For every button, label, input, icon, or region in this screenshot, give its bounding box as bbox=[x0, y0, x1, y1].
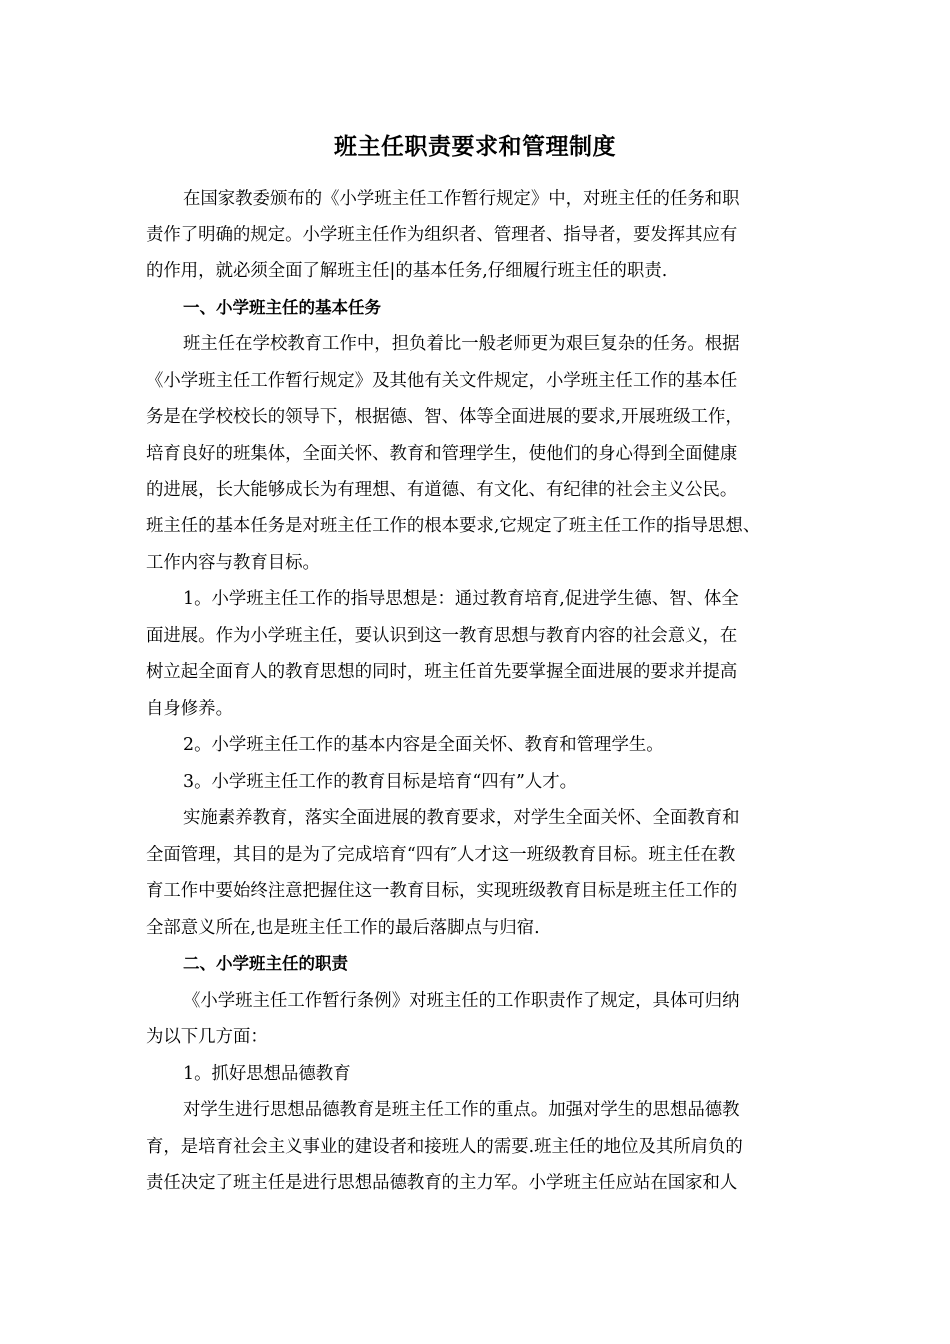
paragraph-line: 树立起全面育人的教育思想的同时，班主任首先要掌握全面进展的要求并提高 bbox=[146, 662, 738, 682]
paragraph-line: 为以下几方面： bbox=[146, 1027, 268, 1047]
paragraph-line: 班主任在学校教育工作中，担负着比一般老师更为艰巨复杂的任务。根据 bbox=[183, 334, 740, 354]
paragraph-line: 全部意义所在,也是班主任工作的最后落脚点与归宿. bbox=[146, 918, 540, 938]
paragraph-line: 面进展。作为小学班主任，要认识到这一教育思想与教育内容的社会意义，在 bbox=[146, 626, 738, 646]
paragraph-line: 3。小学班主任工作的教育目标是培育“四有”人才。 bbox=[183, 772, 578, 792]
paragraph-line: 的作用，就必须全面了解班主任|的基本任务,仔细履行班主任的职责. bbox=[146, 261, 668, 281]
paragraph-line: 自身修养。 bbox=[146, 699, 233, 719]
paragraph-line: 育工作中要始终注意把握住这一教育目标，实现班级教育目标是班主任工作的 bbox=[146, 881, 738, 901]
paragraph-line: 1。小学班主任工作的指导思想是：通过教育培育,促进学生德、智、体全 bbox=[183, 589, 739, 609]
paragraph-line: 在国家教委颁布的《小学班主任工作暂行规定》中，对班主任的任务和职 bbox=[183, 189, 740, 209]
paragraph-line: 工作内容与教育目标。 bbox=[146, 553, 320, 573]
paragraph-line: 培育良好的班集体，全面关怀、教育和管理学生，使他们的身心得到全面健康 bbox=[146, 444, 738, 464]
section-heading: 一、小学班主任的基本任务 bbox=[183, 298, 381, 317]
paragraph-line: 的进展，长大能够成长为有理想、有道德、有文化、有纪律的社会主义公民。 bbox=[146, 480, 738, 500]
paragraph-line: 实施素养教育，落实全面进展的教育要求，对学生全面关怀、全面教育和 bbox=[183, 808, 740, 828]
document-title: 班主任职责要求和管理制度 bbox=[334, 134, 616, 160]
paragraph-line: 班主任的基本任务是对班主任工作的根本要求,它规定了班主任工作的指导思想、 bbox=[146, 516, 761, 536]
paragraph-line: 育，是培育社会主义事业的建设者和接班人的需要.班主任的地位及其所肩负的 bbox=[146, 1137, 743, 1157]
paragraph-line: 《小学班主任工作暂行规定》及其他有关文件规定，小学班主任工作的基本任 bbox=[146, 371, 738, 391]
paragraph-line: 1。抓好思想品德教育 bbox=[183, 1064, 351, 1084]
paragraph-line: 对学生进行思想品德教育是班主任工作的重点。加强对学生的思想品德教 bbox=[183, 1100, 740, 1120]
paragraph-line: 责任决定了班主任是进行思想品德教育的主力军。小学班主任应站在国家和人 bbox=[146, 1173, 738, 1193]
section-heading: 二、小学班主任的职责 bbox=[183, 954, 348, 973]
paragraph-line: 务是在学校校长的领导下，根据德、智、体等全面进展的要求,开展班级工作， bbox=[146, 407, 743, 427]
paragraph-line: 责作了明确的规定。小学班主任作为组织者、管理者、指导者，要发挥其应有 bbox=[146, 225, 738, 245]
paragraph-line: 《小学班主任工作暂行条例》对班主任的工作职责作了规定，具体可归纳 bbox=[183, 991, 740, 1011]
paragraph-line: 全面管理，其目的是为了完成培育“四有″人才这一班级教育目标。班主任在教 bbox=[146, 845, 736, 865]
paragraph-line: 2。小学班主任工作的基本内容是全面关怀、教育和管理学生。 bbox=[183, 735, 664, 755]
